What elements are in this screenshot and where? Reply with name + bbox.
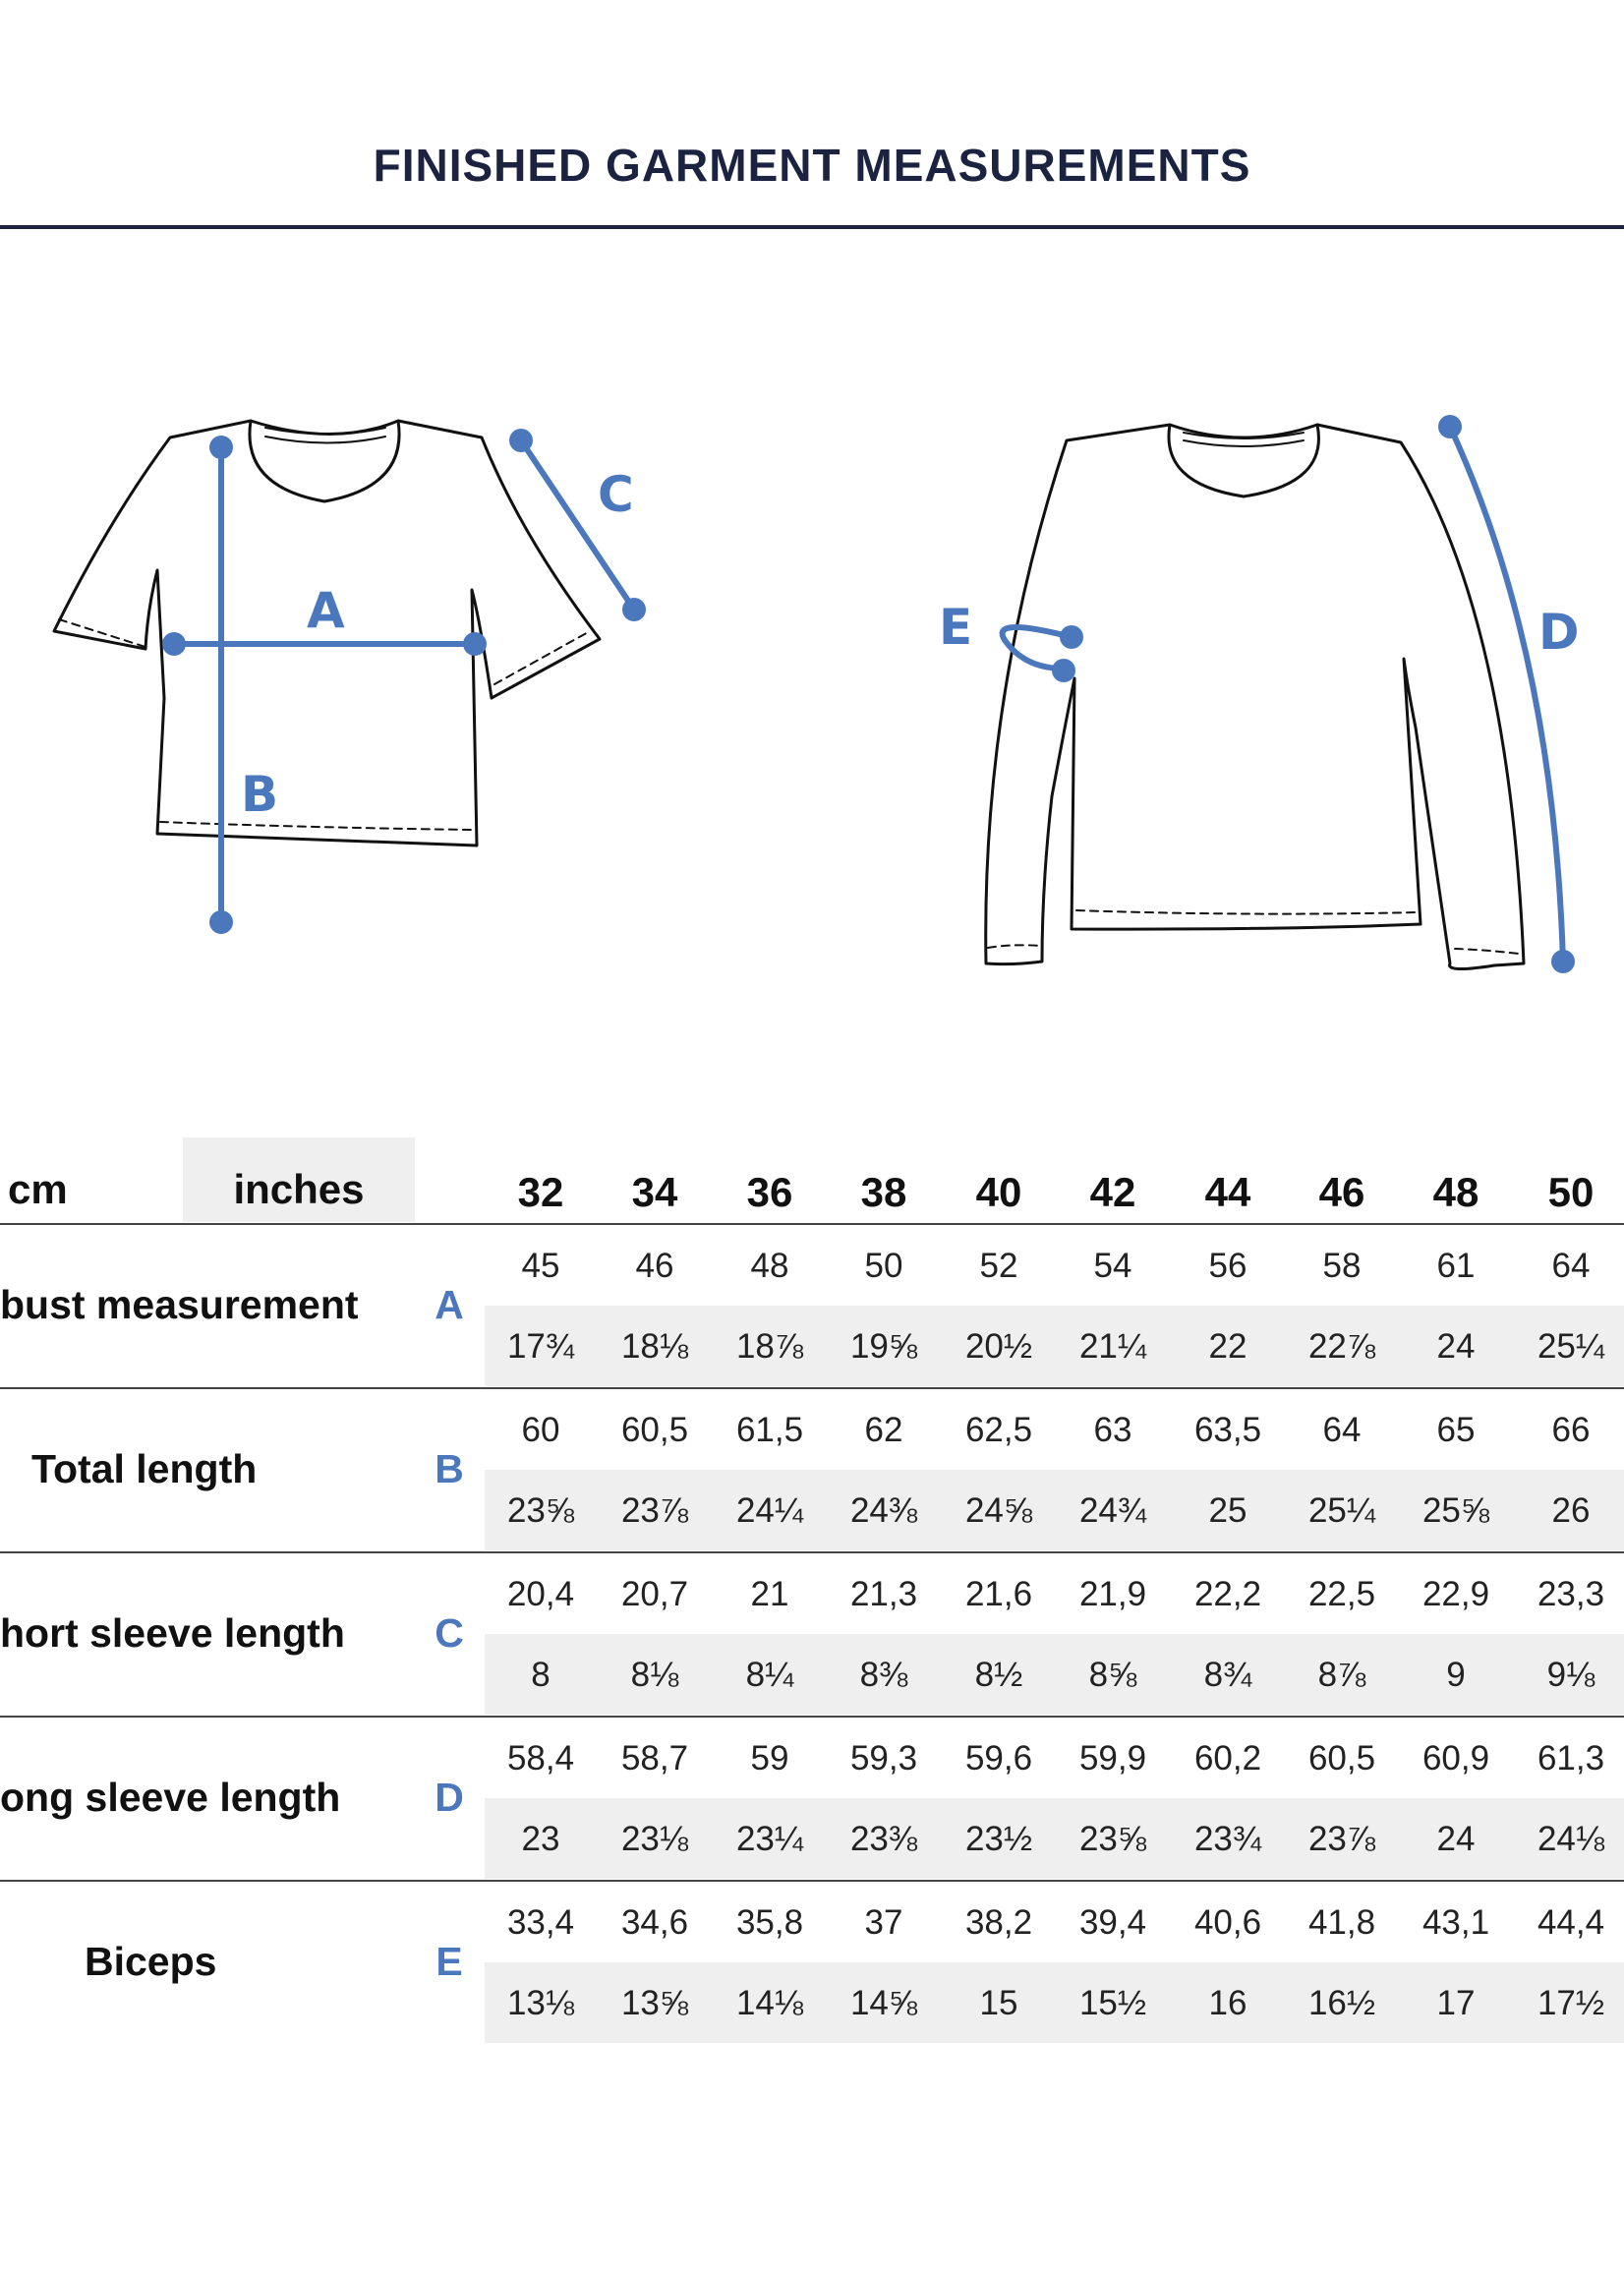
inch-value: 21¼ <box>1078 1327 1147 1366</box>
row-letter: A <box>435 1282 464 1327</box>
cm-value: 35,8 <box>735 1903 804 1942</box>
inch-value: 14⅝ <box>849 1984 918 2022</box>
inch-value: 23 <box>521 1820 560 1858</box>
cm-value: 59,6 <box>964 1739 1033 1778</box>
inch-value: 25¼ <box>1307 1491 1376 1530</box>
cm-value: 65 <box>1436 1411 1476 1449</box>
inch-value: 24⅝ <box>964 1491 1033 1530</box>
cm-value: 41,8 <box>1307 1903 1376 1942</box>
inch-value: 23⅜ <box>849 1820 918 1858</box>
cm-value: 56 <box>1208 1247 1247 1285</box>
size-header: 32 <box>517 1169 564 1215</box>
cm-value: 21,6 <box>964 1575 1033 1613</box>
inch-value: 8½ <box>974 1656 1023 1694</box>
inch-value: 16 <box>1208 1984 1247 2022</box>
cm-value: 60,9 <box>1421 1739 1490 1778</box>
inch-value: 18⅞ <box>735 1327 804 1366</box>
cm-value: 20,4 <box>506 1575 575 1613</box>
cm-value: 62 <box>864 1411 903 1449</box>
inch-value: 8⅜ <box>859 1656 908 1694</box>
label-a: A <box>307 582 345 639</box>
title-divider <box>0 225 1624 229</box>
cm-value: 61 <box>1436 1247 1476 1285</box>
page-title: FINISHED GARMENT MEASUREMENTS <box>373 140 1251 191</box>
row-label: Total length <box>31 1446 258 1491</box>
inch-value: 18⅛ <box>620 1327 689 1366</box>
cm-value: 60,5 <box>1307 1739 1376 1778</box>
row-label: hort sleeve length <box>0 1610 345 1656</box>
table-divider <box>0 1716 1624 1718</box>
longsleeve-drawing <box>986 425 1524 969</box>
cm-value: 20,7 <box>620 1575 689 1613</box>
size-header: 36 <box>746 1169 793 1215</box>
cm-value: 58,7 <box>620 1739 689 1778</box>
inch-value: 13⅝ <box>620 1984 689 2022</box>
row-label: bust measurement <box>0 1282 359 1327</box>
cm-value: 43,1 <box>1421 1903 1490 1942</box>
inch-value: 24 <box>1436 1820 1476 1858</box>
inch-value: 8¾ <box>1203 1656 1252 1694</box>
inch-value: 15 <box>979 1984 1018 2022</box>
inch-value: 24¾ <box>1078 1491 1147 1530</box>
cm-value: 61,5 <box>735 1411 804 1449</box>
cm-value: 50 <box>864 1247 903 1285</box>
inch-value: 23⅞ <box>1307 1820 1376 1858</box>
inch-value: 23⅝ <box>506 1491 575 1530</box>
unit-inches-label: inches <box>183 1137 415 1222</box>
inch-value: 9⅛ <box>1546 1656 1595 1694</box>
cm-value: 22,2 <box>1193 1575 1262 1613</box>
inch-value: 23⅝ <box>1078 1820 1147 1858</box>
inch-value: 24¼ <box>735 1491 804 1530</box>
inch-value: 14⅛ <box>735 1984 804 2022</box>
row-letter: E <box>435 1939 463 1984</box>
label-b: B <box>241 766 279 823</box>
table-divider <box>0 1223 1624 1225</box>
cm-value: 54 <box>1093 1247 1132 1285</box>
label-e: E <box>939 599 973 656</box>
row-letter: C <box>435 1610 464 1656</box>
cm-value: 60 <box>521 1411 560 1449</box>
inch-value: 19⅝ <box>849 1327 918 1366</box>
size-header: 42 <box>1089 1169 1136 1215</box>
cm-value: 62,5 <box>964 1411 1033 1449</box>
size-header: 46 <box>1318 1169 1365 1215</box>
inch-value: 8⅛ <box>630 1656 679 1694</box>
inch-value: 17¾ <box>506 1327 575 1366</box>
size-header: 40 <box>975 1169 1022 1215</box>
inch-value: 25⅝ <box>1421 1491 1490 1530</box>
cm-value: 60,2 <box>1193 1739 1262 1778</box>
cm-value: 40,6 <box>1193 1903 1262 1942</box>
row-letter: D <box>435 1775 464 1820</box>
inch-value: 22⅞ <box>1307 1327 1376 1366</box>
row-label: ong sleeve length <box>0 1775 341 1820</box>
cm-value: 45 <box>521 1247 560 1285</box>
inch-value: 24⅛ <box>1537 1820 1605 1858</box>
cm-value: 58,4 <box>506 1739 575 1778</box>
cm-value: 22,5 <box>1307 1575 1376 1613</box>
garment-diagrams <box>0 374 1624 1013</box>
table-divider <box>0 1880 1624 1882</box>
inch-value: 24 <box>1436 1327 1476 1366</box>
cm-value: 64 <box>1322 1411 1362 1449</box>
size-header: 48 <box>1432 1169 1479 1215</box>
inch-value: 25¼ <box>1537 1327 1605 1366</box>
cm-value: 60,5 <box>620 1411 689 1449</box>
inch-value: 13⅛ <box>506 1984 575 2022</box>
inch-value: 26 <box>1551 1491 1591 1530</box>
size-header: 38 <box>860 1169 907 1215</box>
inch-value: 23¼ <box>735 1820 804 1858</box>
unit-cm-label: cm <box>8 1166 68 1212</box>
inch-value: 8¼ <box>745 1656 794 1694</box>
size-header: 50 <box>1547 1169 1595 1215</box>
inch-value: 8⅝ <box>1088 1656 1137 1694</box>
cm-value: 21,9 <box>1078 1575 1147 1613</box>
cm-value: 63,5 <box>1193 1411 1262 1449</box>
inch-value: 23⅛ <box>620 1820 689 1858</box>
inch-value: 9 <box>1446 1656 1466 1694</box>
label-d: D <box>1538 604 1580 661</box>
inch-value: 23⅞ <box>620 1491 689 1530</box>
inch-value: 8⅞ <box>1317 1656 1366 1694</box>
cm-value: 59,9 <box>1078 1739 1147 1778</box>
cm-value: 48 <box>750 1247 789 1285</box>
size-header: 44 <box>1204 1169 1251 1215</box>
cm-value: 61,3 <box>1537 1739 1605 1778</box>
cm-value: 59 <box>750 1739 789 1778</box>
inch-value: 8 <box>531 1656 551 1694</box>
table-divider <box>0 1387 1624 1389</box>
measure-line-d <box>1450 427 1563 962</box>
size-header: 34 <box>631 1169 678 1215</box>
inch-value: 20½ <box>964 1327 1033 1366</box>
inch-value: 17½ <box>1537 1984 1605 2022</box>
inch-value: 16½ <box>1307 1984 1376 2022</box>
cm-value: 58 <box>1322 1247 1362 1285</box>
inch-value: 24⅜ <box>849 1491 918 1530</box>
inch-value: 17 <box>1436 1984 1476 2022</box>
cm-value: 63 <box>1093 1411 1132 1449</box>
cm-value: 66 <box>1551 1411 1591 1449</box>
inch-value: 23¾ <box>1193 1820 1262 1858</box>
cm-value: 21,3 <box>849 1575 918 1613</box>
cm-value: 38,2 <box>964 1903 1033 1942</box>
cm-value: 21 <box>750 1575 789 1613</box>
cm-value: 52 <box>979 1247 1018 1285</box>
inch-value: 23½ <box>964 1820 1033 1858</box>
row-label: Biceps <box>85 1939 217 1984</box>
cm-value: 64 <box>1551 1247 1591 1285</box>
cm-value: 22,9 <box>1421 1575 1490 1613</box>
label-c: C <box>598 466 634 523</box>
inch-value: 25 <box>1208 1491 1247 1530</box>
inch-value: 22 <box>1208 1327 1247 1366</box>
cm-value: 59,3 <box>849 1739 918 1778</box>
cm-value: 46 <box>635 1247 674 1285</box>
cm-value: 23,3 <box>1537 1575 1605 1613</box>
cm-value: 34,6 <box>620 1903 689 1942</box>
cm-value: 39,4 <box>1078 1903 1147 1942</box>
table-divider <box>0 1551 1624 1553</box>
cm-value: 44,4 <box>1537 1903 1605 1942</box>
row-letter: B <box>435 1446 464 1491</box>
cm-value: 37 <box>864 1903 903 1942</box>
inch-value: 15½ <box>1078 1984 1147 2022</box>
cm-value: 33,4 <box>506 1903 575 1942</box>
